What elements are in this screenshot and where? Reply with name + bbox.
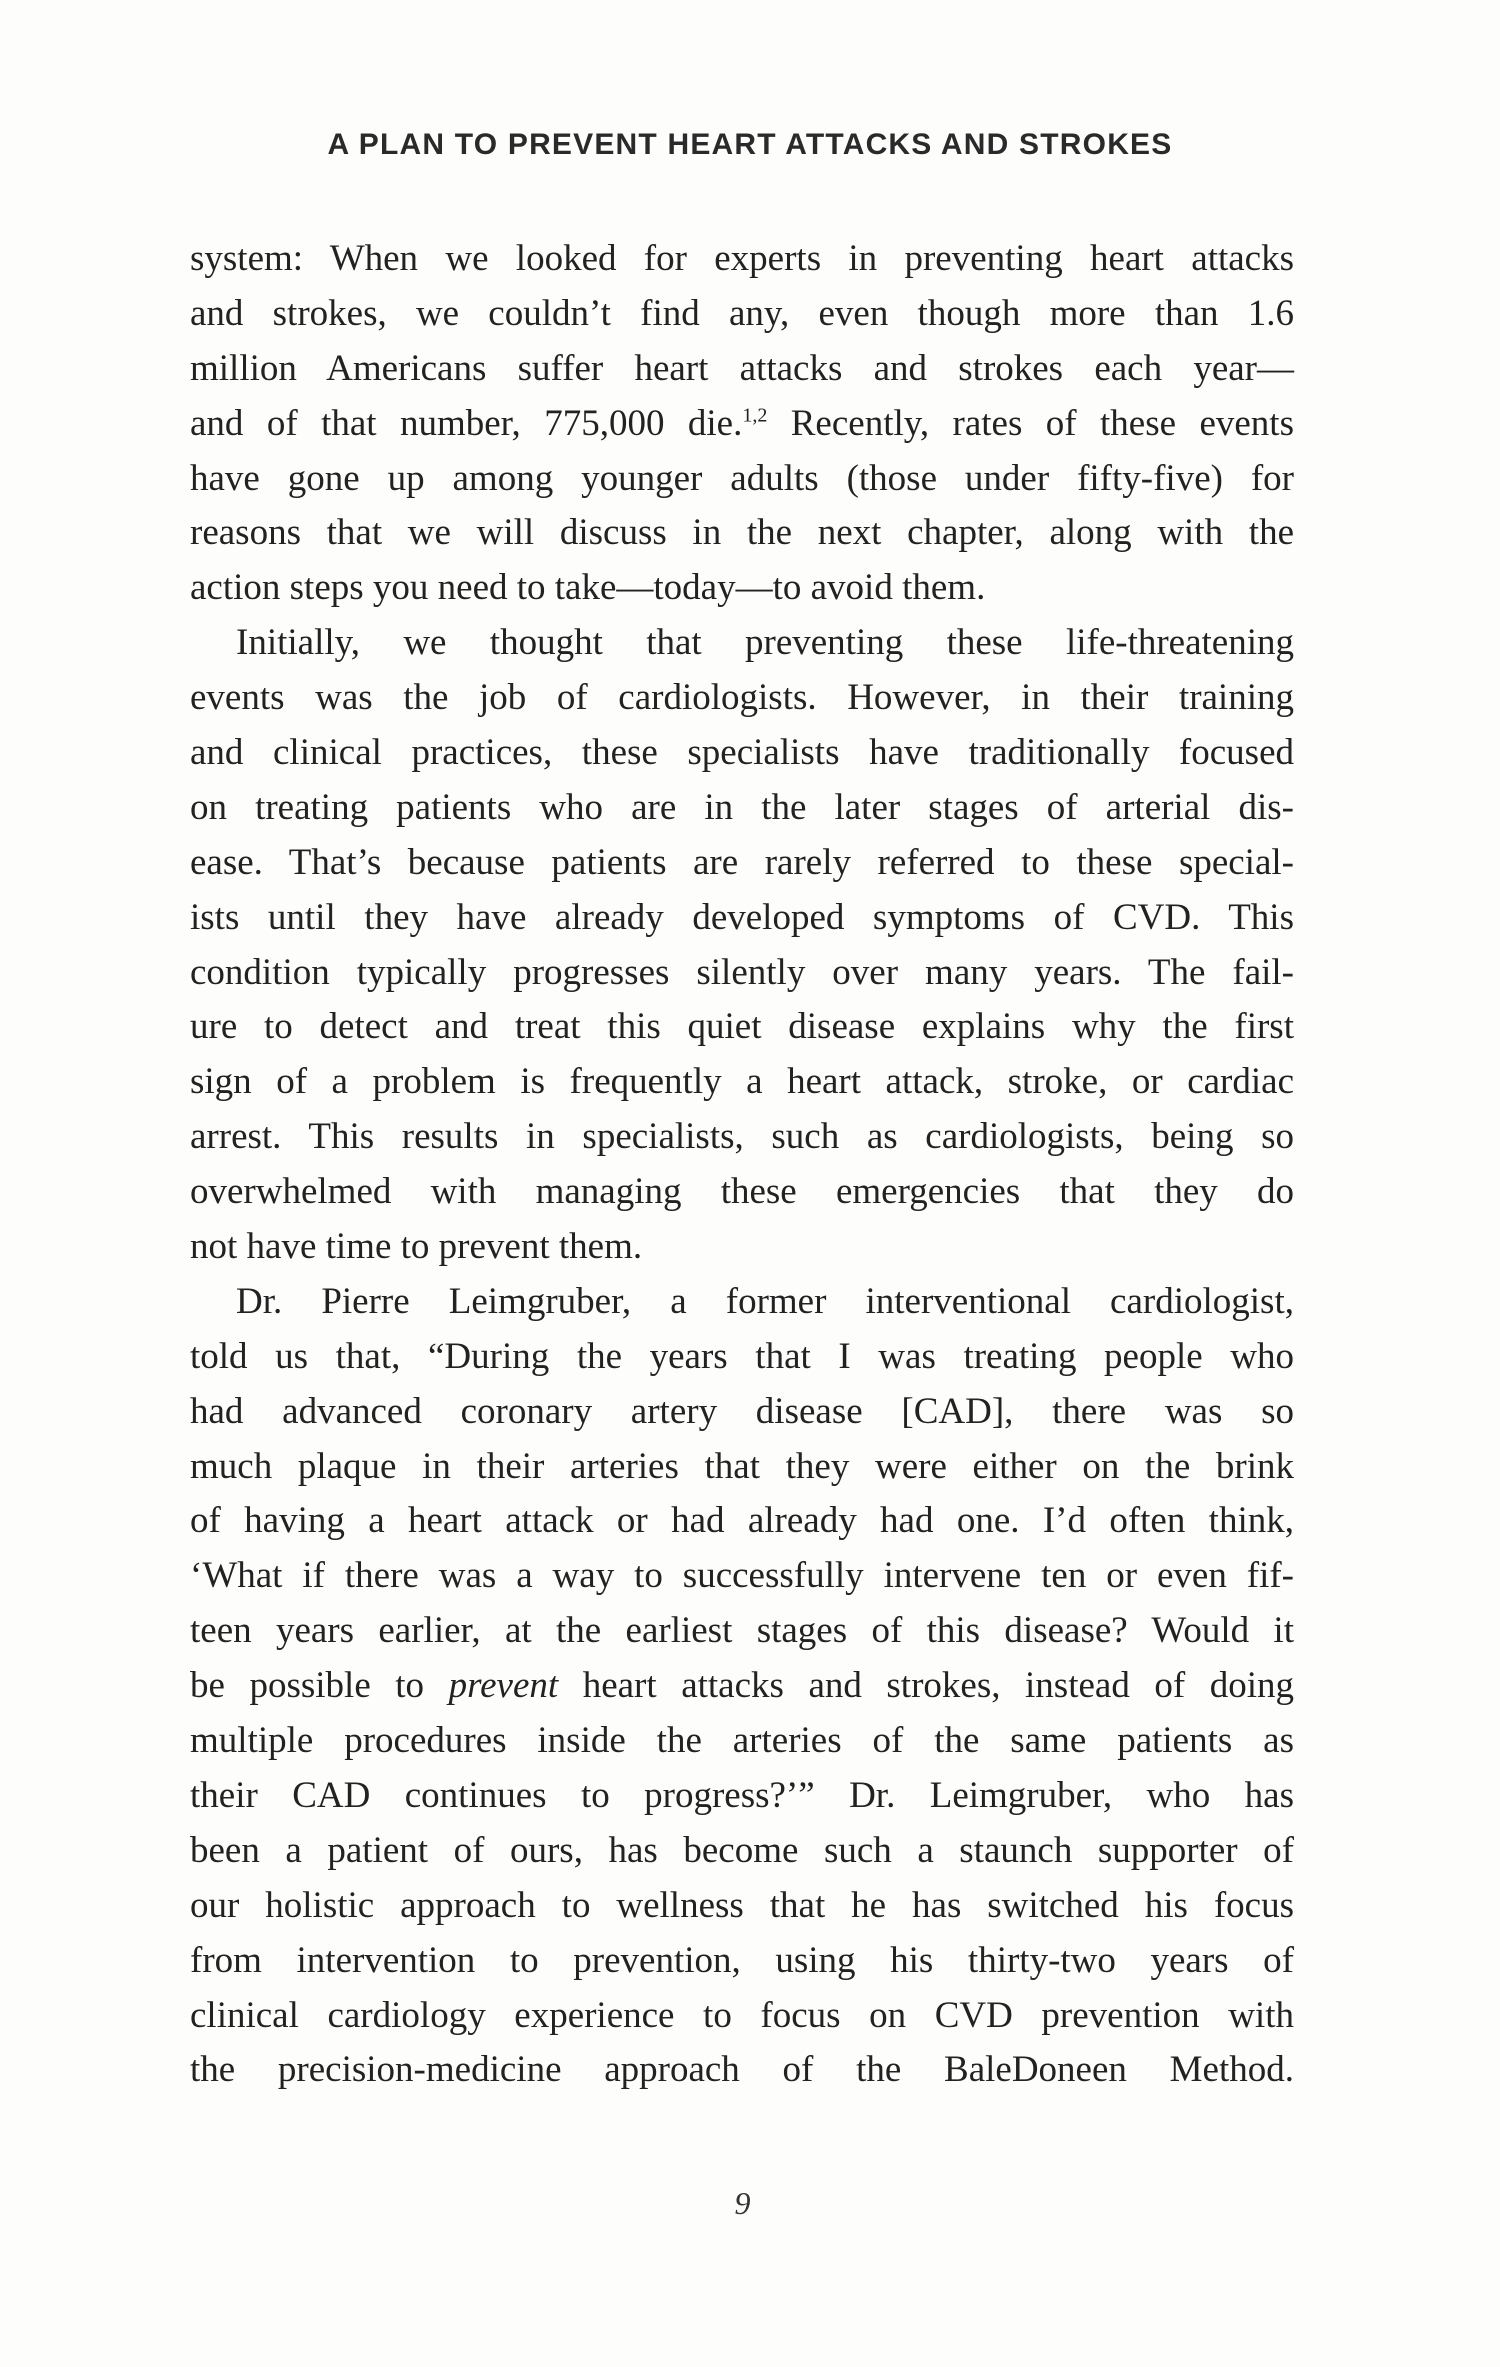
footnote-reference: 1,2 <box>742 404 768 427</box>
text-line-content <box>190 952 1294 993</box>
text-line <box>190 2043 1294 2098</box>
text-line <box>190 561 1294 616</box>
line-text-continued: heart attacks and strokes, instead of doing <box>558 1665 1294 1707</box>
text-line <box>190 1055 1294 1110</box>
text-line-content <box>190 897 1294 938</box>
line-text: told us that, “During the years that I was treating people who <box>190 1335 1294 1377</box>
text-line <box>190 1549 1294 1604</box>
line-text: ists until they have already developed symptoms of CVD. This <box>190 896 1294 938</box>
line-text: their CAD continues to progress?’” Dr. Leimgruber, who has <box>190 1774 1294 1816</box>
text-line <box>190 1440 1294 1495</box>
text-line-content <box>190 677 1294 718</box>
text-line-content <box>190 2049 1294 2090</box>
text-line-content <box>190 403 1294 444</box>
text-line-content <box>190 842 1294 883</box>
text-line <box>190 1494 1294 1549</box>
running-header: A PLAN TO PREVENT HEART ATTACKS AND STROKES <box>327 128 1173 161</box>
text-line-content <box>190 1116 1294 1157</box>
text-line <box>190 1659 1294 1714</box>
text-line-content <box>190 1226 642 1267</box>
text-line-content <box>190 1446 1294 1487</box>
line-text: on treating patients who are in the later stages of arterial dis- <box>190 786 1294 828</box>
text-line-content <box>190 1061 1294 1102</box>
text-line <box>190 1989 1294 2044</box>
text-line <box>190 1879 1294 1934</box>
text-line-content <box>236 1281 1294 1322</box>
text-line-content <box>190 1720 1294 1761</box>
line-text: teen years earlier, at the earliest stages of this disease? Would it <box>190 1610 1294 1652</box>
text-line <box>190 232 1294 287</box>
text-line <box>190 726 1294 781</box>
line-text: have gone up among younger adults (those under fifty-five) for <box>190 457 1294 499</box>
text-line <box>190 1330 1294 1385</box>
line-text: be possible to <box>190 1665 449 1707</box>
text-line <box>190 1934 1294 1989</box>
line-text: events was the job of cardiologists. However, in their training <box>190 677 1294 719</box>
text-line <box>190 946 1294 1001</box>
line-text: overwhelmed with managing these emergencies that they do <box>190 1171 1294 1213</box>
line-text: much plaque in their arteries that they were either on the brink <box>190 1445 1294 1487</box>
text-line-content <box>190 1830 1294 1871</box>
text-line-content <box>236 622 1294 663</box>
text-line <box>190 671 1294 726</box>
line-text: been a patient of ours, has become such a staunch supporter of <box>190 1829 1294 1871</box>
line-text: multiple procedures inside the arteries of the same patients as <box>190 1720 1294 1762</box>
text-line-content <box>190 1885 1294 1926</box>
line-text: system: When we looked for experts in preventing heart attacks <box>190 238 1294 279</box>
text-line-content <box>190 567 985 608</box>
line-text: ure to detect and treat this quiet disease explains why the first <box>190 1006 1294 1048</box>
text-line <box>190 1714 1294 1769</box>
line-text: from intervention to prevention, using his thirty-two years of <box>190 1939 1294 1981</box>
line-text: had advanced coronary artery disease [CAD], there was so <box>190 1390 1294 1432</box>
line-text: Dr. Pierre Leimgruber, a former interventional cardiologist, <box>236 1280 1294 1322</box>
text-line <box>190 1604 1294 1659</box>
text-line-content <box>190 1555 1294 1596</box>
text-line-content <box>190 1336 1294 1377</box>
line-text: clinical cardiology experience to focus on CVD prevention with <box>190 1994 1294 2036</box>
line-text-continued: Recently, rates of these events <box>767 402 1294 444</box>
line-text: condition typically progresses silently over many years. The fail- <box>190 951 1294 993</box>
text-line-content <box>190 238 1294 279</box>
text-line <box>190 1275 1294 1330</box>
text-line <box>190 781 1294 836</box>
page-number: 9 <box>734 2185 751 2221</box>
text-line-content <box>190 1171 1294 1212</box>
line-text: of having a heart attack or had already had one. I’d often think, <box>190 1500 1294 1542</box>
body-text <box>190 232 1294 2098</box>
line-text: the precision-medicine approach of the BaleDoneen Method. <box>190 2049 1294 2091</box>
text-line <box>190 1220 1294 1275</box>
text-line-content <box>190 1500 1294 1541</box>
line-text: arrest. This results in specialists, such as cardiologists, being so <box>190 1116 1294 1158</box>
line-text: and clinical practices, these specialists have traditionally focused <box>190 732 1294 774</box>
line-text: million Americans suffer heart attacks and strokes each year— <box>190 347 1294 389</box>
text-line <box>190 1385 1294 1440</box>
text-line <box>190 397 1294 452</box>
text-line-content <box>190 1995 1294 2036</box>
line-text: ease. That’s because patients are rarely referred to these special- <box>190 841 1294 883</box>
text-line <box>190 342 1294 397</box>
text-line-content <box>190 458 1294 499</box>
line-text: and of that number, 775,000 die. <box>190 402 743 444</box>
text-line <box>190 506 1294 561</box>
text-line-content <box>190 1665 1294 1706</box>
emphasis-text: prevent <box>448 1665 559 1707</box>
text-line <box>190 452 1294 507</box>
text-line-content <box>190 1940 1294 1981</box>
text-line <box>190 287 1294 342</box>
line-text: and strokes, we couldn’t find any, even though more than 1.6 <box>190 292 1294 334</box>
text-line <box>190 836 1294 891</box>
text-line <box>190 891 1294 946</box>
text-line-content <box>190 1391 1294 1432</box>
text-line <box>190 1110 1294 1165</box>
text-line <box>190 1000 1294 1055</box>
line-text: ‘What if there was a way to successfully intervene ten or even fif- <box>190 1555 1294 1597</box>
text-line-content <box>190 732 1294 773</box>
line-text: action steps you need to take—today—to avoid them. <box>190 567 986 609</box>
text-line-content <box>190 1006 1294 1047</box>
text-line <box>190 1165 1294 1220</box>
line-text: sign of a problem is frequently a heart attack, stroke, or cardiac <box>190 1061 1294 1103</box>
line-text: not have time to prevent them. <box>190 1226 643 1268</box>
line-text: reasons that we will discuss in the next chapter, along with the <box>190 512 1294 554</box>
text-line-content <box>190 787 1294 828</box>
text-line-content <box>190 348 1294 389</box>
text-line-content <box>190 512 1294 553</box>
line-text: our holistic approach to wellness that he has switched his focus <box>190 1884 1294 1926</box>
text-line <box>190 1824 1294 1879</box>
text-line-content <box>190 1610 1294 1651</box>
text-line <box>190 616 1294 671</box>
text-line-content <box>190 1775 1294 1816</box>
line-text: Initially, we thought that preventing these life-threatening <box>236 622 1294 664</box>
text-line <box>190 1769 1294 1824</box>
text-line-content <box>190 293 1294 334</box>
